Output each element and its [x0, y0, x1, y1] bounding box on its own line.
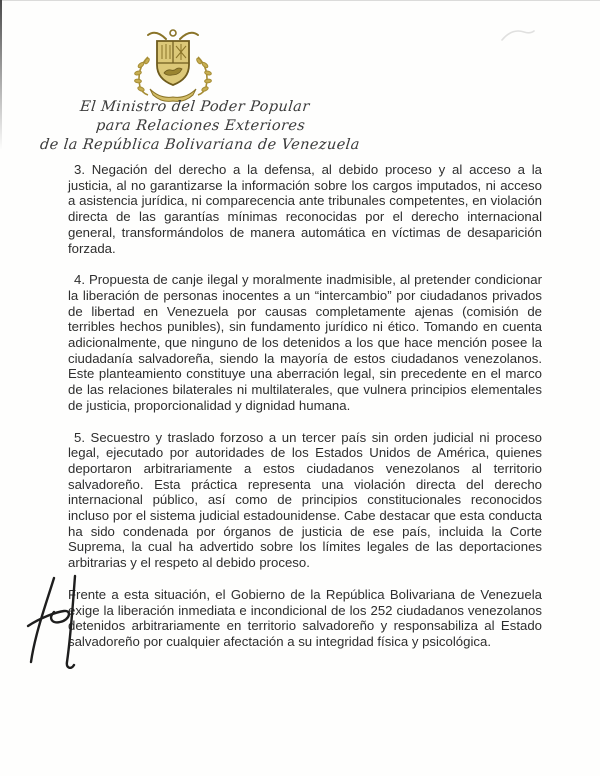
closing-paragraph: Frente a esta situación, el Gobierno de la República Bolivariana de Venezuela exige la liberación inmediata e incondicional de los 252 ciudadanos venezolanos detenidos arbitrariamente en territorio salvadoreño y responsabiliza al Estado salvadoreño por cualquier afectación a su integridad física y psicológica. [68, 586, 542, 649]
paragraph-4: 4. Propuesta de canje ilegal y moralmente inadmisible, al pretender condicionar la liberación de personas inocentes a un “intercambio” por ciudadanos privados de libertad en Venezuela por causas completamente ajenas (comisión de terribles hechos punibles), sin fundamento jurídico ni ético. Tomando en cuenta adicionalmente, que ninguno de los detenidos a los que hace mención posee la ciudadanía salvadoreña, siendo la mayoría de estos ciudadanos venezolanos. Este planteamiento constituye una aberración legal, sin precedente en el marco de las relaciones bilaterales ni multilaterales, que vulnera principios elementales de justicia, proporcionalidad y dignidad humana. [68, 272, 542, 413]
scan-edge-left [0, 0, 2, 150]
paragraph-3: 3. Negación del derecho a la defensa, al debido proceso y al acceso a la justicia, al no garantizarse la información sobre los cargos imputados, ni acceso a asistencia jurídica, ni comparecencia ante tribunales competentes, en violación directa de las garantías mínimas reconocidas por el derecho internacional general, transformándolos de manera automática en víctimas de desaparición forzada. [68, 162, 542, 256]
scan-smudge [498, 22, 538, 48]
venezuela-coat-of-arms-icon [128, 27, 218, 103]
scan-edge-top [0, 0, 600, 1]
letter-body [68, 162, 542, 666]
letterhead-line-1: El Ministro del Poder Popular [79, 99, 311, 115]
paragraph-5: 5. Secuestro y traslado forzoso a un tercer país sin orden judicial ni proceso legal, ejecutado por autoridades de los Estados Unidos de América, quienes deportaron arbitrariamente a estos ciudadanos venezolanos al territorio salvadoreño. Esta práctica representa una violación directa del derecho internacional público, así como de principios constitucionales reconocidos incluso por el sistema judicial estadounidense. Cabe destacar que esta conducta ha sido condenada por órganos de justicia de ese país, incluida la Corte Suprema, la cual ha advertido sobre los límites legales de las deportaciones arbitrarias y el respeto al debido proceso. [68, 429, 542, 571]
letterhead-line-3: de la República Bolivariana de Venezuela [39, 137, 361, 153]
handwritten-initials-icon [22, 574, 86, 676]
letterhead-line-2: para Relaciones Exteriores [95, 118, 307, 134]
